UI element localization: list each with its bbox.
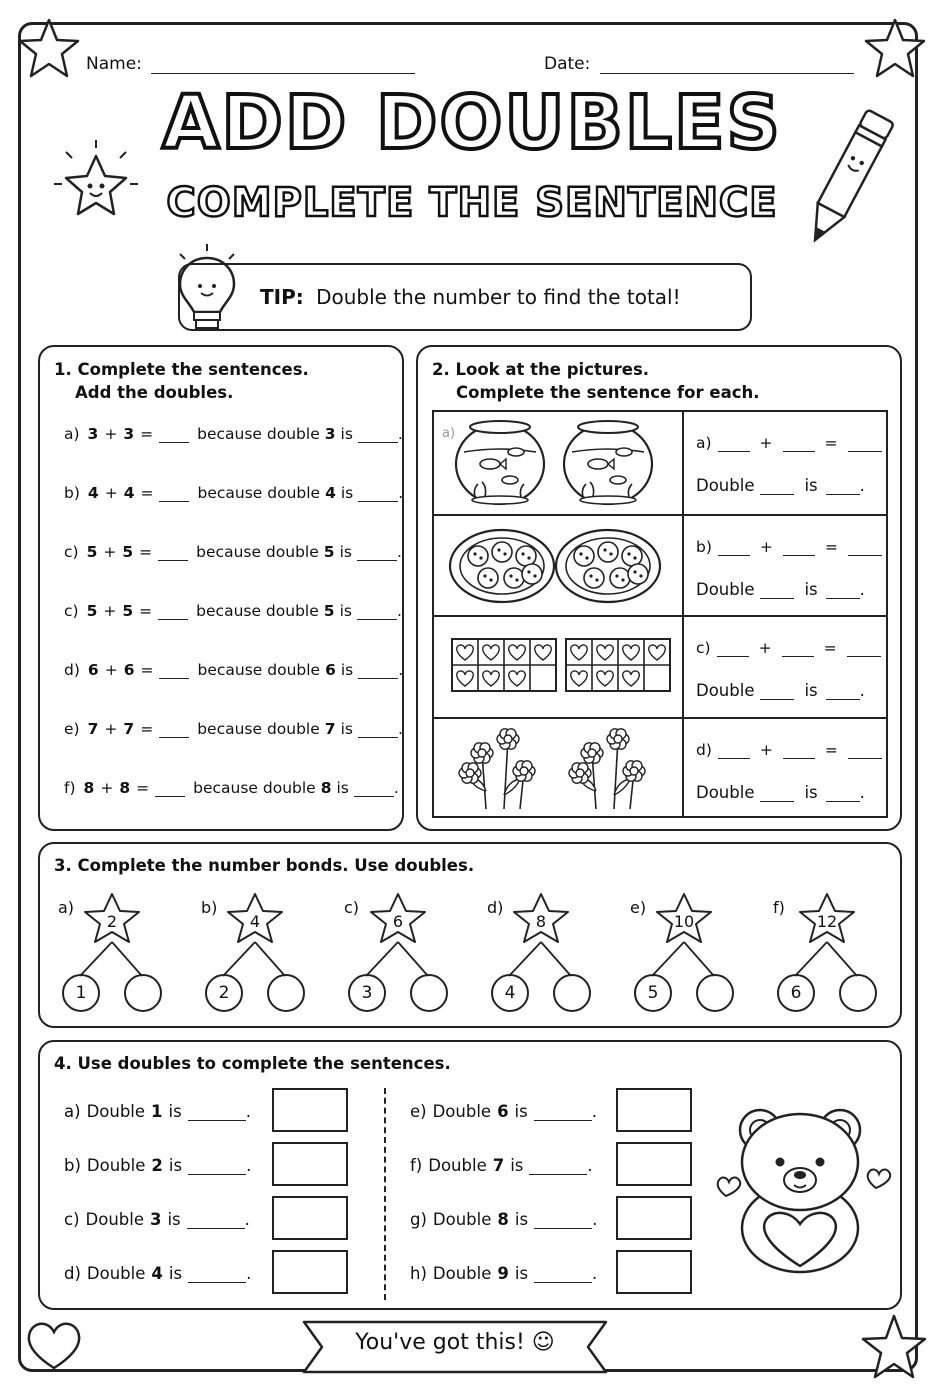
is-word: is xyxy=(167,1210,181,1229)
footer-banner: You've got this! ☺ xyxy=(355,1330,555,1355)
is-text: is xyxy=(339,602,352,620)
plus-sign: + xyxy=(759,537,773,556)
double-row xyxy=(64,1156,251,1175)
date-line[interactable] xyxy=(600,73,854,74)
row-letter: e) xyxy=(410,1102,427,1121)
page-title: ADD DOUBLES xyxy=(162,80,782,166)
bond-part: 4 xyxy=(491,974,529,1012)
double-row xyxy=(410,1102,597,1121)
answer-blank[interactable] xyxy=(155,782,185,797)
section-1-title: 1. Complete the sentences. Add the doubles. xyxy=(54,360,309,402)
addend: 5 xyxy=(122,543,134,561)
row-letter: c) xyxy=(64,543,79,561)
name-label: Name: xyxy=(86,54,142,74)
number-bond xyxy=(773,890,913,1020)
row-letter: f) xyxy=(64,779,76,797)
addend: 8 xyxy=(119,779,131,797)
row-letter: b) xyxy=(696,537,712,556)
is-word: is xyxy=(804,579,818,599)
answer-blank[interactable] xyxy=(358,664,398,679)
picture-row xyxy=(434,514,886,616)
sentence-row xyxy=(64,720,403,738)
answer-box[interactable] xyxy=(616,1196,692,1240)
picture-row xyxy=(434,717,886,819)
number-bond xyxy=(344,890,484,1020)
sentence-row xyxy=(64,779,399,797)
answer-blank[interactable] xyxy=(358,487,398,502)
section-1 xyxy=(38,345,404,831)
row-letter: d) xyxy=(64,1264,81,1283)
double-row xyxy=(64,1210,250,1229)
picture-row xyxy=(434,412,886,514)
bond-part: 1 xyxy=(62,974,100,1012)
tip-label: TIP: xyxy=(260,285,304,309)
row-letter: e) xyxy=(64,720,80,738)
period: . xyxy=(592,1210,598,1229)
answer-blank[interactable] xyxy=(158,546,188,561)
sentence-row xyxy=(64,602,402,620)
double-word: Double xyxy=(696,681,755,700)
double-sentence xyxy=(696,580,865,599)
double-row xyxy=(410,1156,593,1175)
double-word: Double xyxy=(86,1102,146,1121)
number-bond xyxy=(58,890,198,1020)
bond-letter: f) xyxy=(773,898,785,917)
period: . xyxy=(859,579,865,599)
bond-letter: c) xyxy=(344,898,360,917)
answer-box[interactable] xyxy=(272,1088,348,1132)
row-letter: b) xyxy=(64,484,80,502)
answer-box[interactable] xyxy=(272,1142,348,1186)
is-text: is xyxy=(339,543,352,561)
period: . xyxy=(393,779,399,797)
picture-table xyxy=(432,410,888,818)
double-number: 3 xyxy=(149,1210,162,1229)
picture-row xyxy=(434,615,886,717)
row-letter: d) xyxy=(64,661,80,679)
bond-whole: 12 xyxy=(816,912,838,931)
row-letter: d) xyxy=(696,740,712,759)
answer-blank[interactable] xyxy=(534,1214,592,1229)
double-number: 4 xyxy=(325,484,336,502)
row-letter: c) xyxy=(64,602,79,620)
period: . xyxy=(398,484,404,502)
addend: 6 xyxy=(123,661,135,679)
bond-answer-circle[interactable] xyxy=(839,974,877,1012)
answer-blank[interactable] xyxy=(534,1106,592,1121)
plus-sign: + xyxy=(104,720,118,738)
bond-answer-circle[interactable] xyxy=(124,974,162,1012)
answer-blank[interactable] xyxy=(848,541,882,556)
because-text: because double xyxy=(197,425,320,443)
double-word: Double xyxy=(432,1102,492,1121)
name-line[interactable] xyxy=(151,73,415,74)
is-text: is xyxy=(340,484,354,502)
answer-blank[interactable] xyxy=(783,744,815,759)
answer-blank[interactable] xyxy=(158,605,188,620)
answer-box[interactable] xyxy=(616,1250,692,1294)
equals-sign: = xyxy=(824,434,838,452)
period: . xyxy=(859,782,865,802)
addend: 8 xyxy=(83,779,95,797)
double-word: Double xyxy=(432,1264,492,1283)
row-letter: a) xyxy=(64,1102,81,1121)
answer-blank[interactable] xyxy=(826,584,860,599)
answer-blank[interactable] xyxy=(357,605,397,620)
equals-sign: = xyxy=(823,639,837,657)
date-label: Date: xyxy=(544,54,591,74)
corner-star-icon xyxy=(856,1310,932,1386)
divider xyxy=(384,1088,386,1300)
name-field[interactable] xyxy=(86,54,415,74)
section-3-title: 3. Complete the number bonds. Use doubles. xyxy=(54,856,475,875)
double-number: 9 xyxy=(497,1264,509,1283)
period: . xyxy=(246,1156,252,1175)
bond-part: 3 xyxy=(348,974,386,1012)
bond-letter: e) xyxy=(630,898,647,917)
equals-sign: = xyxy=(140,661,154,679)
bond-whole: 2 xyxy=(106,912,118,931)
row-letter: h) xyxy=(410,1264,427,1283)
period: . xyxy=(397,720,403,738)
bond-answer-circle[interactable] xyxy=(410,974,448,1012)
double-sentence xyxy=(696,476,865,495)
double-number: 2 xyxy=(151,1156,163,1175)
answer-box[interactable] xyxy=(272,1250,348,1294)
fishbowls-picture xyxy=(438,412,678,512)
plus-sign: + xyxy=(100,779,114,797)
answer-blank[interactable] xyxy=(760,480,794,495)
double-word: Double xyxy=(428,1156,487,1175)
sentence-row xyxy=(64,484,403,502)
cookie-plates-picture xyxy=(438,516,678,616)
is-word: is xyxy=(804,681,818,700)
period: . xyxy=(397,425,403,443)
row-letter: c) xyxy=(64,1210,80,1229)
double-word: Double xyxy=(85,1210,144,1229)
double-number: 7 xyxy=(492,1156,505,1175)
date-field[interactable] xyxy=(544,54,854,74)
tip-box xyxy=(178,263,752,331)
answer-blank[interactable] xyxy=(159,428,189,443)
answer-blank[interactable] xyxy=(718,744,750,759)
flowers-picture xyxy=(438,719,678,819)
double-word: Double xyxy=(696,579,755,599)
double-row xyxy=(64,1102,251,1121)
double-sentence xyxy=(696,783,865,802)
answer-blank[interactable] xyxy=(760,685,794,700)
picture-a-label: a) xyxy=(442,426,456,441)
answer-blank[interactable] xyxy=(826,787,860,802)
section-2-title: 2. Look at the pictures. Complete the sentence for each. xyxy=(432,360,760,402)
equals-sign: = xyxy=(140,720,154,738)
section-3 xyxy=(38,842,902,1028)
number-bond xyxy=(630,890,770,1020)
double-number: 7 xyxy=(324,720,336,738)
double-word: Double xyxy=(696,476,755,495)
addend: 5 xyxy=(86,543,98,561)
period: . xyxy=(587,1156,593,1175)
double-number: 6 xyxy=(325,661,336,679)
period: . xyxy=(246,1264,252,1283)
addition-sentence xyxy=(696,741,882,759)
plus-sign: + xyxy=(104,484,118,502)
addend: 4 xyxy=(123,484,135,502)
is-word: is xyxy=(514,1264,529,1283)
bond-letter: b) xyxy=(201,898,218,917)
period: . xyxy=(859,476,865,495)
answer-blank[interactable] xyxy=(760,787,794,802)
plus-sign: + xyxy=(104,425,118,443)
double-number: 4 xyxy=(151,1264,163,1283)
plus-sign: + xyxy=(759,434,773,452)
double-number: 3 xyxy=(324,425,336,443)
double-number: 1 xyxy=(151,1102,163,1121)
double-number: 5 xyxy=(323,543,335,561)
double-number: 6 xyxy=(497,1102,509,1121)
bond-whole: 6 xyxy=(392,912,404,931)
addition-sentence xyxy=(696,434,882,452)
is-word: is xyxy=(514,1210,529,1229)
period: . xyxy=(245,1102,251,1121)
bond-whole: 10 xyxy=(673,912,695,931)
row-letter: a) xyxy=(64,425,80,443)
period: . xyxy=(859,681,865,700)
row-letter: g) xyxy=(410,1210,427,1229)
teddy-bear-icon xyxy=(708,1096,898,1280)
is-text: is xyxy=(336,779,349,797)
is-text: is xyxy=(340,720,353,738)
equals-sign: = xyxy=(139,543,153,561)
addend: 7 xyxy=(87,720,99,738)
bond-answer-circle[interactable] xyxy=(267,974,305,1012)
answer-blank[interactable] xyxy=(717,642,749,657)
answer-blank[interactable] xyxy=(354,782,394,797)
period: . xyxy=(591,1102,597,1121)
answer-blank[interactable] xyxy=(187,1214,245,1229)
bond-answer-circle[interactable] xyxy=(696,974,734,1012)
answer-blank[interactable] xyxy=(188,1268,246,1283)
because-text: because double xyxy=(197,661,321,679)
double-word: Double xyxy=(696,782,755,802)
double-number: 8 xyxy=(497,1210,509,1229)
smiling-star-icon xyxy=(46,136,146,236)
corner-heart-icon xyxy=(22,1316,86,1374)
answer-blank[interactable] xyxy=(534,1268,592,1283)
answer-blank[interactable] xyxy=(188,1106,246,1121)
sentence-row xyxy=(64,661,403,679)
period: . xyxy=(398,661,404,679)
double-word: Double xyxy=(432,1210,492,1229)
heart-ten-frames-picture xyxy=(438,617,678,717)
double-number: 5 xyxy=(323,602,335,620)
double-word: Double xyxy=(86,1156,146,1175)
bond-whole: 8 xyxy=(535,912,547,931)
because-text: because double xyxy=(196,543,319,561)
corner-star-icon xyxy=(860,14,930,84)
answer-blank[interactable] xyxy=(782,642,814,657)
addend: 6 xyxy=(87,661,99,679)
answer-blank[interactable] xyxy=(358,428,398,443)
addend: 5 xyxy=(122,602,134,620)
answer-blank[interactable] xyxy=(529,1160,587,1175)
double-row xyxy=(64,1264,251,1283)
answer-blank[interactable] xyxy=(783,437,815,452)
because-text: because double xyxy=(197,720,320,738)
row-letter: c) xyxy=(696,639,711,657)
period: . xyxy=(396,602,402,620)
bond-part: 2 xyxy=(205,974,243,1012)
is-word: is xyxy=(804,476,818,495)
is-text: is xyxy=(340,425,353,443)
bond-letter: d) xyxy=(487,898,504,917)
double-number: 8 xyxy=(320,779,332,797)
period: . xyxy=(244,1210,250,1229)
answer-blank[interactable] xyxy=(847,642,881,657)
because-text: because double xyxy=(197,484,321,502)
answer-blank[interactable] xyxy=(760,584,794,599)
answer-blank[interactable] xyxy=(718,541,750,556)
answer-blank[interactable] xyxy=(188,1160,246,1175)
number-bond xyxy=(201,890,341,1020)
answer-blank[interactable] xyxy=(358,723,398,738)
addend: 3 xyxy=(87,425,99,443)
row-letter: b) xyxy=(64,1156,81,1175)
sentence-row xyxy=(64,543,402,561)
bond-part: 5 xyxy=(634,974,672,1012)
because-text: because double xyxy=(196,602,319,620)
answer-box[interactable] xyxy=(616,1088,692,1132)
is-word: is xyxy=(168,1156,183,1175)
bond-answer-circle[interactable] xyxy=(553,974,591,1012)
pencil-icon xyxy=(792,100,902,260)
plus-sign: + xyxy=(103,602,117,620)
row-letter: a) xyxy=(696,434,712,452)
answer-blank[interactable] xyxy=(848,744,882,759)
section-2 xyxy=(416,345,902,831)
is-word: is xyxy=(168,1264,183,1283)
period: . xyxy=(592,1264,598,1283)
is-word: is xyxy=(510,1156,524,1175)
bond-whole: 4 xyxy=(249,912,261,931)
answer-blank[interactable] xyxy=(718,437,750,452)
period: . xyxy=(396,543,402,561)
equals-sign: = xyxy=(140,425,154,443)
addend: 4 xyxy=(87,484,99,502)
is-text: is xyxy=(340,661,354,679)
double-row xyxy=(410,1210,597,1229)
answer-blank[interactable] xyxy=(848,437,882,452)
section-4-title: 4. Use doubles to complete the sentences. xyxy=(54,1054,451,1073)
answer-blank[interactable] xyxy=(159,723,189,738)
answer-blank[interactable] xyxy=(783,541,815,556)
row-letter: f) xyxy=(410,1156,423,1175)
equals-sign: = xyxy=(140,484,154,502)
bond-letter: a) xyxy=(58,898,75,917)
plus-sign: + xyxy=(758,639,772,657)
answer-blank[interactable] xyxy=(826,480,860,495)
double-row xyxy=(410,1264,597,1283)
addend: 5 xyxy=(86,602,98,620)
double-sentence xyxy=(696,681,865,700)
double-word: Double xyxy=(86,1264,146,1283)
sentence-row xyxy=(64,425,403,443)
plus-sign: + xyxy=(104,661,118,679)
is-word: is xyxy=(168,1102,182,1121)
equals-sign: = xyxy=(824,537,838,556)
equals-sign: = xyxy=(136,779,150,797)
plus-sign: + xyxy=(103,543,117,561)
addition-sentence xyxy=(696,639,881,657)
number-bond xyxy=(487,890,627,1020)
addend: 3 xyxy=(123,425,135,443)
equals-sign: = xyxy=(139,602,153,620)
answer-blank[interactable] xyxy=(159,487,189,502)
page-subtitle: COMPLETE THE SENTENCE xyxy=(166,180,778,226)
answer-blank[interactable] xyxy=(826,685,860,700)
equals-sign: = xyxy=(824,740,838,759)
addend: 7 xyxy=(123,720,135,738)
bond-part: 6 xyxy=(777,974,815,1012)
is-word: is xyxy=(804,782,818,802)
plus-sign: + xyxy=(759,740,773,759)
because-text: because double xyxy=(193,779,316,797)
answer-blank[interactable] xyxy=(357,546,397,561)
is-word: is xyxy=(514,1102,528,1121)
answer-box[interactable] xyxy=(616,1142,692,1186)
corner-star-icon xyxy=(14,14,84,84)
answer-box[interactable] xyxy=(272,1196,348,1240)
answer-blank[interactable] xyxy=(159,664,189,679)
addition-sentence xyxy=(696,538,882,556)
tip-text: Double the number to find the total! xyxy=(316,285,681,309)
